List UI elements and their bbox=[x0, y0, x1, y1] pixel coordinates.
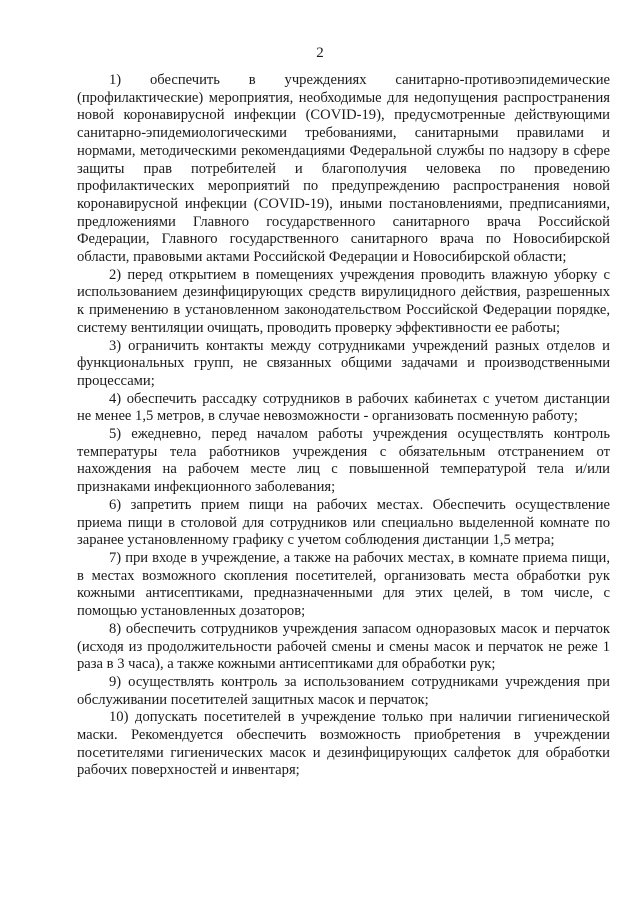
paragraph-item-1: 1) обеспечить в учреждениях санитарно-противоэпидемические (профилактические) мероприятия, необходимые для недопущения распространения новой коронавирусной инфекции (COVID-19), предусмотренные действующими санитарно-эпидемиологическими требованиями, санитарными правилами и нормами, методическими рекомендациями Федеральной службы по надзору в сфере защиты прав потребителей и благополучия человека по проведению профилактических мероприятий по предупреждению распространения новой коронавирусной инфекции (COVID-19), иными постановлениями, предписаниями, предложениями Главного государственного санитарного врача Российской Федерации, Главного государственного санитарного врача по Новосибирской области, правовыми актами Российской Федерации и Новосибирской области; bbox=[77, 72, 610, 266]
paragraph-item-3: 3) ограничить контакты между сотрудниками учреждений разных отделов и функциональных групп, не связанных общими задачами и производственными процессами; bbox=[77, 337, 610, 389]
paragraph-item-8: 8) обеспечить сотрудников учреждения запасом одноразовых масок и перчаток (исходя из продолжительности рабочей смены и смены масок и перчаток не реже 1 раза в 3 часа), а также кожными антисептиками для обработки рук; bbox=[77, 620, 610, 673]
paragraph-item-4: 4) обеспечить рассадку сотрудников в рабочих кабинетах с учетом дистанции не менее 1,5 метров, в случае невозможности - организовать посменную работу; bbox=[77, 390, 610, 425]
page-number: 2 bbox=[316, 45, 324, 61]
paragraph-item-6: 6) запретить прием пищи на рабочих местах. Обеспечить осуществление приема пищи в столовой для сотрудников или специально выделенной комнате по заранее установленному графику с учетом соблюдения дистанции 1,5 метра; bbox=[77, 496, 610, 549]
document-body bbox=[77, 72, 610, 780]
paragraph-item-2: 2) перед открытием в помещениях учреждения проводить влажную уборку с использованием дезинфицирующих средств вирулицидного действия, разрешенных к применению в установленном законодательством Российской Федерации порядке, систему вентиляции очищать, проводить проверку эффективности ее работы; bbox=[77, 266, 610, 336]
paragraph-item-7: 7) при входе в учреждение, а также на рабочих местах, в комнате приема пищи, в местах возможного скопления посетителей, организовать места обработки рук кожными антисептиками, предназначенными для этих целей, в том числе, с помощью установленных дозаторов; bbox=[77, 549, 610, 620]
paragraph-item-5: 5) ежедневно, перед началом работы учреждения осуществлять контроль температуры тела работников учреждения с обязательным отстранением от нахождения на рабочем месте лиц с повышенной температурой тела и/или признаками инфекционного заболевания; bbox=[77, 426, 610, 496]
paragraph-item-10: 10) допускать посетителей в учреждение только при наличии гигиенической маски. Рекомендуется обеспечить возможность приобретения в учреждении посетителями гигиенических масок и дезинфицирующих салфеток для обработки рабочих поверхностей и инвентаря; bbox=[77, 709, 610, 779]
paragraph-item-9: 9) осуществлять контроль за использованием сотрудниками учреждения при обслуживании посетителей защитных масок и перчаток; bbox=[77, 673, 610, 708]
